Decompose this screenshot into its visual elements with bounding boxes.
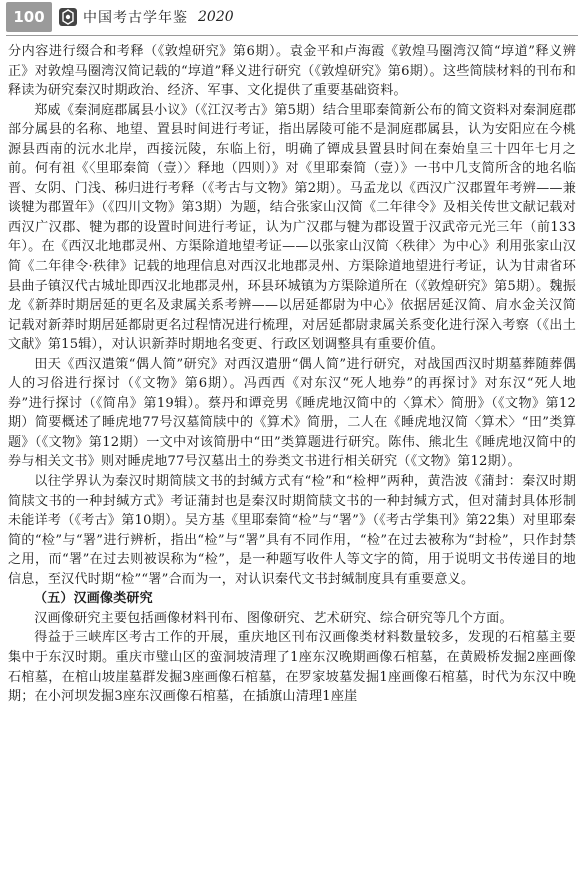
body-paragraph: 得益于三峡库区考古工作的开展，重庆地区刊布汉画像类材料数量较多，发现的石棺墓主要集中于东汉时期。重庆市璧山区的蛮洞坡清理了1座东汉晚期画像石棺墓，在黄殿桥发掘2座画像石棺墓，在棺山坡崖墓群发掘3座画像石棺墓，在罗家坡墓发掘1座画像石棺墓，时代为东汉中晚期；在小河坝发掘3座东汉画像石棺墓，在插旗山清理1座崖 xyxy=(8,630,576,705)
page-header xyxy=(0,0,584,34)
journal-year: 2020 xyxy=(198,9,234,25)
body-paragraph: 分内容进行缀合和考释（《敦煌研究》第6期）。袁金平和卢海霞《敦煌马圈湾汉简“埻道”释义辨正》对敦煌马圈湾汉简记载的“埻道”释义进行研究（《敦煌研究》第6期）。这些简牍材料的刊布和释读为研究秦汉时期政治、经济、军事、文化提供了重要基础资料。 xyxy=(8,44,576,99)
body-paragraph: 田天《西汉遣策“偶人简”研究》对西汉遣册“偶人简”进行研究，对战国西汉时期墓葬随葬偶人的习俗进行探讨（《文物》第6期）。冯西西《对东汉“死人地券”的再探讨》对东汉“死人地券”进行探讨（《简帛》第19辑）。蔡丹和谭竞男《睡虎地汉简中的〈算术〉简册》（《文物》第12期）简要概述了睡虎地77号汉墓简牍中的《算术》简册，二人在《睡虎地汉简〈算术〉“田”类算题》（《文物》第12期）一文中对该简册中“田”类算题进行研究。陈伟、熊北生《睡虎地汉简中的券与相关文书》则对睡虎地77号汉墓出土的券类文书进行相关研究（《文物》第12期）。 xyxy=(8,356,576,470)
section-heading: （五）汉画像类研究 xyxy=(34,591,153,607)
body-paragraph: 郑威《秦洞庭郡属县小议》（《江汉考古》第5期）结合里耶秦简新公布的简文资料对秦洞庭郡部分属县的名称、地望、置县时间进行考证，指出孱陵可能不是洞庭郡属县，认为安阳应在今桃源县西南的沅水北岸，西接沅陵，东临上衍，明确了镡成县置县时间在秦始皇三十四年七月之前。何有祖《〈里耶秦简（壹）〉释地（四则）》对《里耶秦简（壹）》一书中几支简所含的地名临晋、女阴、门浅、秭归进行考释（《考古与文物》第2期）。马孟龙以《西汉广汉郡置年考辨——兼谈犍为郡置年》（《四川文物》第3期）为题，结合张家山汉简《二年律令》及相关传世文献记载对西汉广汉郡、犍为郡的设置时间进行考证，认为广汉郡与犍为郡设置于汉武帝元光三年（前133年）。在《西汉北地郡灵州、方渠除道地望考证——以张家山汉简〈秩律〉为中心》利用张家山汉简《二年律令·秩律》记载的地理信息对西汉北地郡灵州、方渠除道地望进行考证，认为甘肃省环县曲子镇汉代古城址即西汉北地郡灵州，环县环城镇为方渠除道所在（《敦煌研究》第5期）。魏振龙《新莽时期居延的更名及隶属关系考辨——以居延都尉为中心》依据居延汉简、肩水金关汉简记载对新莽时期居延都尉更名过程情况进行梳理，对居延都尉隶属关系变化进行深入考察（《出土文献》第15辑），对认识新莽时期地名变更、行政区划调整具有重要价值。 xyxy=(8,102,576,353)
journal-logo-icon xyxy=(58,7,78,27)
page-number: 100 xyxy=(6,2,52,32)
journal-title: 中国考古学年鉴 xyxy=(83,10,188,26)
header-divider xyxy=(6,35,578,36)
body-paragraph: 以往学界认为秦汉时期简牍文书的封缄方式有“检”和“检柙”两种，黄浩波《蒲封：秦汉时期简牍文书的一种封缄方式》考证蒲封也是秦汉时期简牍文书的一种封缄方式，但对蒲封具体形制未能详考（《考古》第10期）。吴方基《里耶秦简“检”与“署”》（《考古学集刊》第22集）对里耶秦简的“检”与“署”进行辨析，指出“检”与“署”具有不同作用，“检”在过去被称为“封检”，只作封禁之用，而“署”在过去则被误称为“检”，是一种题写收件人等文字的简，用于说明文书传递目的地信息，至汉代时期“检”“署”合而为一，对认识秦代文书封缄制度具有重要意义。 xyxy=(8,474,576,587)
body-paragraph: 汉画像研究主要包括画像材料刊布、图像研究、艺术研究、综合研究等几个方面。 xyxy=(34,610,513,626)
article-body xyxy=(8,42,576,707)
